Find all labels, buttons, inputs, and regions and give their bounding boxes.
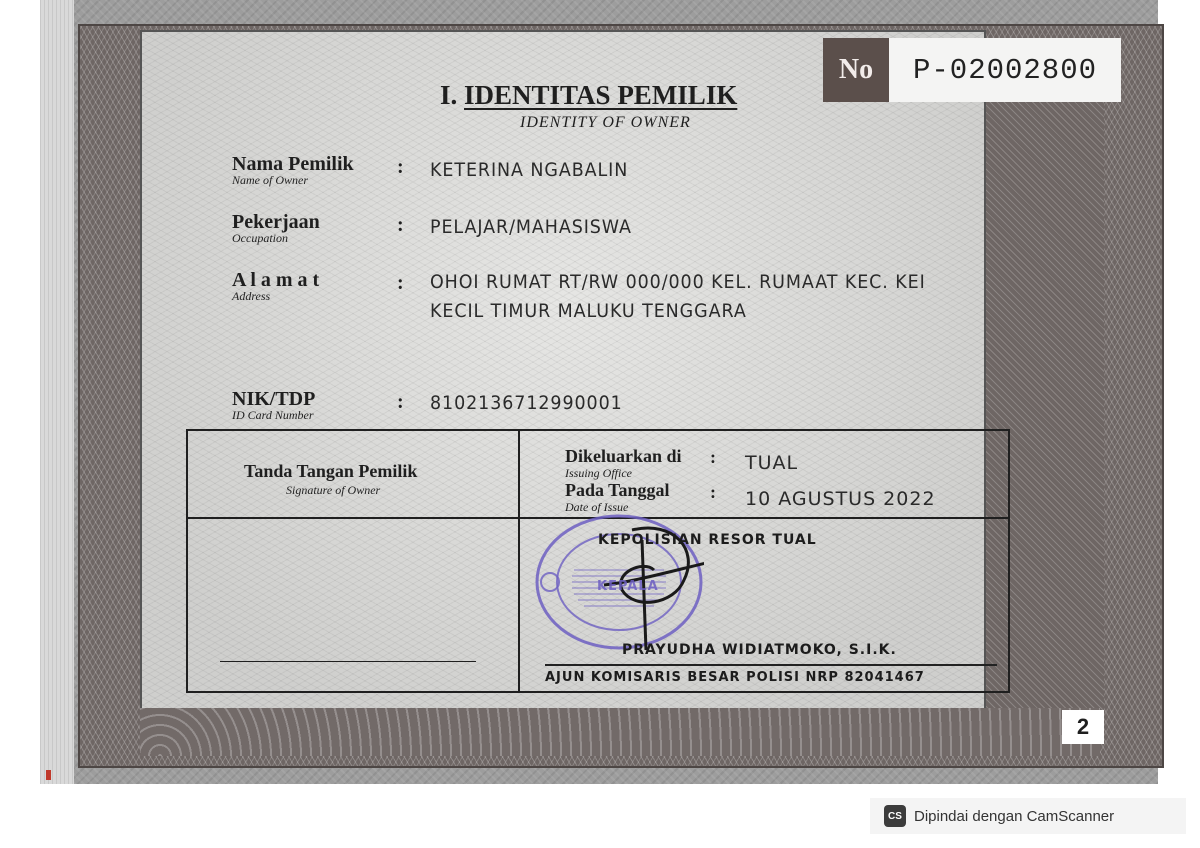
colon: : bbox=[710, 482, 716, 502]
camscanner-logo-icon: CS bbox=[884, 805, 906, 827]
occupation-value: PELAJAR/MAHASISWA bbox=[430, 216, 632, 238]
number-label: No bbox=[823, 38, 889, 102]
address-sublabel: Address bbox=[232, 289, 271, 303]
nik-sublabel: ID Card Number bbox=[232, 408, 314, 422]
address-value-line2: KECIL TIMUR MALUKU TENGGARA bbox=[430, 300, 747, 322]
issue-date-value: 10 AGUSTUS 2022 bbox=[745, 488, 936, 510]
occupation-label: Pekerjaan bbox=[232, 211, 320, 233]
page-edge bbox=[40, 0, 74, 784]
issue-date-label: Pada Tanggal bbox=[565, 480, 670, 500]
section-title-text: IDENTITAS PEMILIK bbox=[464, 80, 738, 110]
issued-at-sublabel: Issuing Office bbox=[565, 466, 632, 480]
owner-signature-label: Tanda Tangan Pemilik bbox=[244, 461, 418, 481]
table-divider-vertical bbox=[518, 431, 520, 691]
owner-name-label: Nama Pemilik bbox=[232, 153, 354, 175]
red-mark bbox=[46, 770, 51, 780]
owner-signature-sublabel: Signature of Owner bbox=[286, 483, 381, 497]
address-label: A l a m a t bbox=[232, 269, 320, 291]
officer-name: PRAYUDHA WIDIATMOKO, S.I.K. bbox=[622, 642, 897, 658]
occupation-sublabel: Occupation bbox=[232, 231, 288, 245]
owner-name-sublabel: Name of Owner bbox=[232, 173, 308, 187]
authority-text: KEPOLISIAN RESOR TUAL bbox=[598, 532, 817, 548]
issue-date-sublabel: Date of Issue bbox=[565, 500, 629, 514]
owner-name-value: KETERINA NGABALIN bbox=[430, 159, 629, 181]
colon: : bbox=[397, 214, 404, 236]
page-number: 2 bbox=[1062, 710, 1104, 744]
camscanner-text: Dipindai dengan CamScanner bbox=[914, 807, 1115, 825]
section-title-prefix: I. bbox=[440, 80, 458, 110]
section-subtitle: IDENTITY OF OWNER bbox=[520, 114, 691, 131]
nik-label: NIK/TDP bbox=[232, 388, 316, 410]
seal-center-text: KEPALA bbox=[597, 579, 659, 594]
colon: : bbox=[397, 272, 404, 294]
nik-value: 8102136712990001 bbox=[430, 392, 623, 414]
officer-rank: AJUN KOMISARIS BESAR POLISI NRP 82041467 bbox=[545, 670, 925, 685]
bottom-ornament-band bbox=[140, 708, 1100, 756]
issued-at-label: Dikeluarkan di bbox=[565, 446, 682, 466]
owner-signature-line bbox=[220, 661, 476, 662]
colon: : bbox=[710, 447, 716, 467]
camscanner-watermark bbox=[870, 798, 1186, 834]
officer-underline bbox=[545, 664, 997, 666]
issued-at-value: TUAL bbox=[745, 452, 799, 474]
certificate-number: P-02002800 bbox=[889, 38, 1121, 102]
colon: : bbox=[397, 156, 404, 178]
colon: : bbox=[397, 391, 404, 413]
address-value-line1: OHOI RUMAT RT/RW 000/000 KEL. RUMAAT KEC. KEI bbox=[430, 271, 926, 293]
section-title bbox=[440, 80, 737, 111]
